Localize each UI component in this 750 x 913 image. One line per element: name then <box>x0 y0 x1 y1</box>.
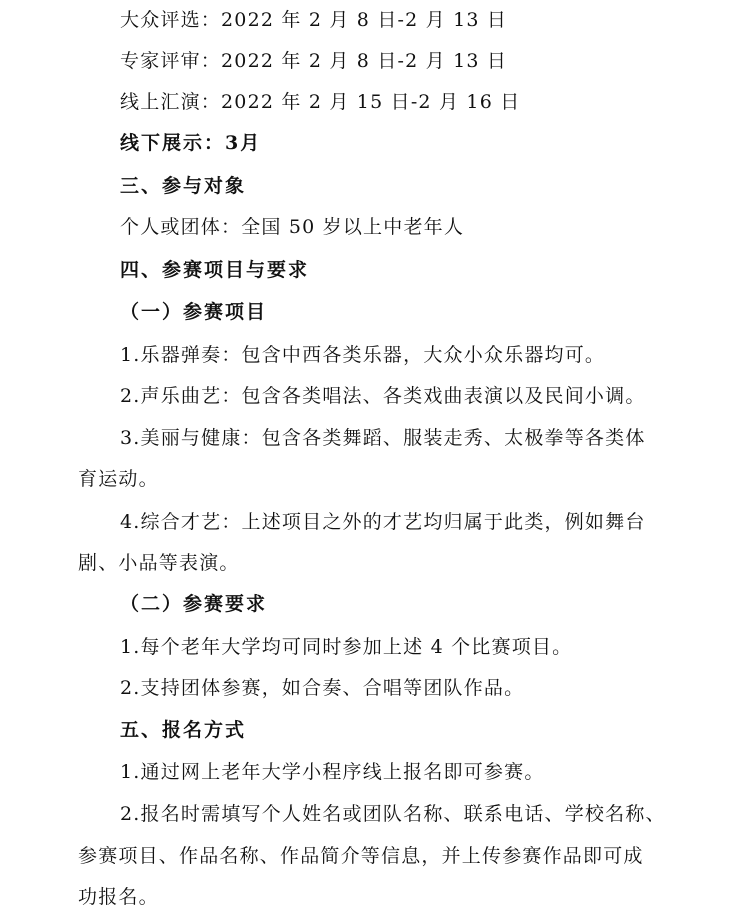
section3-heading: 三、参与对象 <box>120 175 247 197</box>
schedule-online-show: 线上汇演：2022 年 2 月 15 日-2 月 16 日 <box>120 91 521 113</box>
section4-sub1-item4-line2: 剧、小品等表演。 <box>78 552 240 574</box>
section5-item2-line2: 参赛项目、作品名称、作品简介等信息，并上传参赛作品即可成 <box>78 845 644 867</box>
section5-item2-line3: 功报名。 <box>78 886 159 908</box>
section4-sub2-item1: 1.每个老年大学均可同时参加上述 4 个比赛项目。 <box>120 636 573 658</box>
section5-item1: 1.通过网上老年大学小程序线上报名即可参赛。 <box>120 761 545 783</box>
section4-sub1-item1: 1.乐器弹奏：包含中西各类乐器，大众小众乐器均可。 <box>120 344 606 366</box>
section3-text: 个人或团体：全国 50 岁以上中老年人 <box>120 216 465 238</box>
section4-sub1-item4-line1: 4.综合才艺：上述项目之外的才艺均归属于此类，例如舞台 <box>120 511 646 533</box>
schedule-expert-review: 专家评审：2022 年 2 月 8 日-2 月 13 日 <box>120 50 508 72</box>
section4-sub1-item3-line2: 育运动。 <box>78 468 159 490</box>
schedule-public-vote: 大众评选：2022 年 2 月 8 日-2 月 13 日 <box>120 9 508 31</box>
section4-sub1-heading: （一）参赛项目 <box>120 301 268 323</box>
section5-item2-line1: 2.报名时需填写个人姓名或团队名称、联系电话、学校名称、 <box>120 803 666 825</box>
section4-heading: 四、参赛项目与要求 <box>120 259 310 281</box>
section4-sub1-item3-line1: 3.美丽与健康：包含各类舞蹈、服装走秀、太极拳等各类体 <box>120 427 646 449</box>
section5-heading: 五、报名方式 <box>120 719 247 741</box>
section4-sub1-item2: 2.声乐曲艺：包含各类唱法、各类戏曲表演以及民间小调。 <box>120 385 646 407</box>
section4-sub2-heading: （二）参赛要求 <box>120 593 268 615</box>
section4-sub2-item2: 2.支持团体参赛，如合奏、合唱等团队作品。 <box>120 677 525 699</box>
schedule-offline-show: 线下展示：3月 <box>120 132 262 154</box>
